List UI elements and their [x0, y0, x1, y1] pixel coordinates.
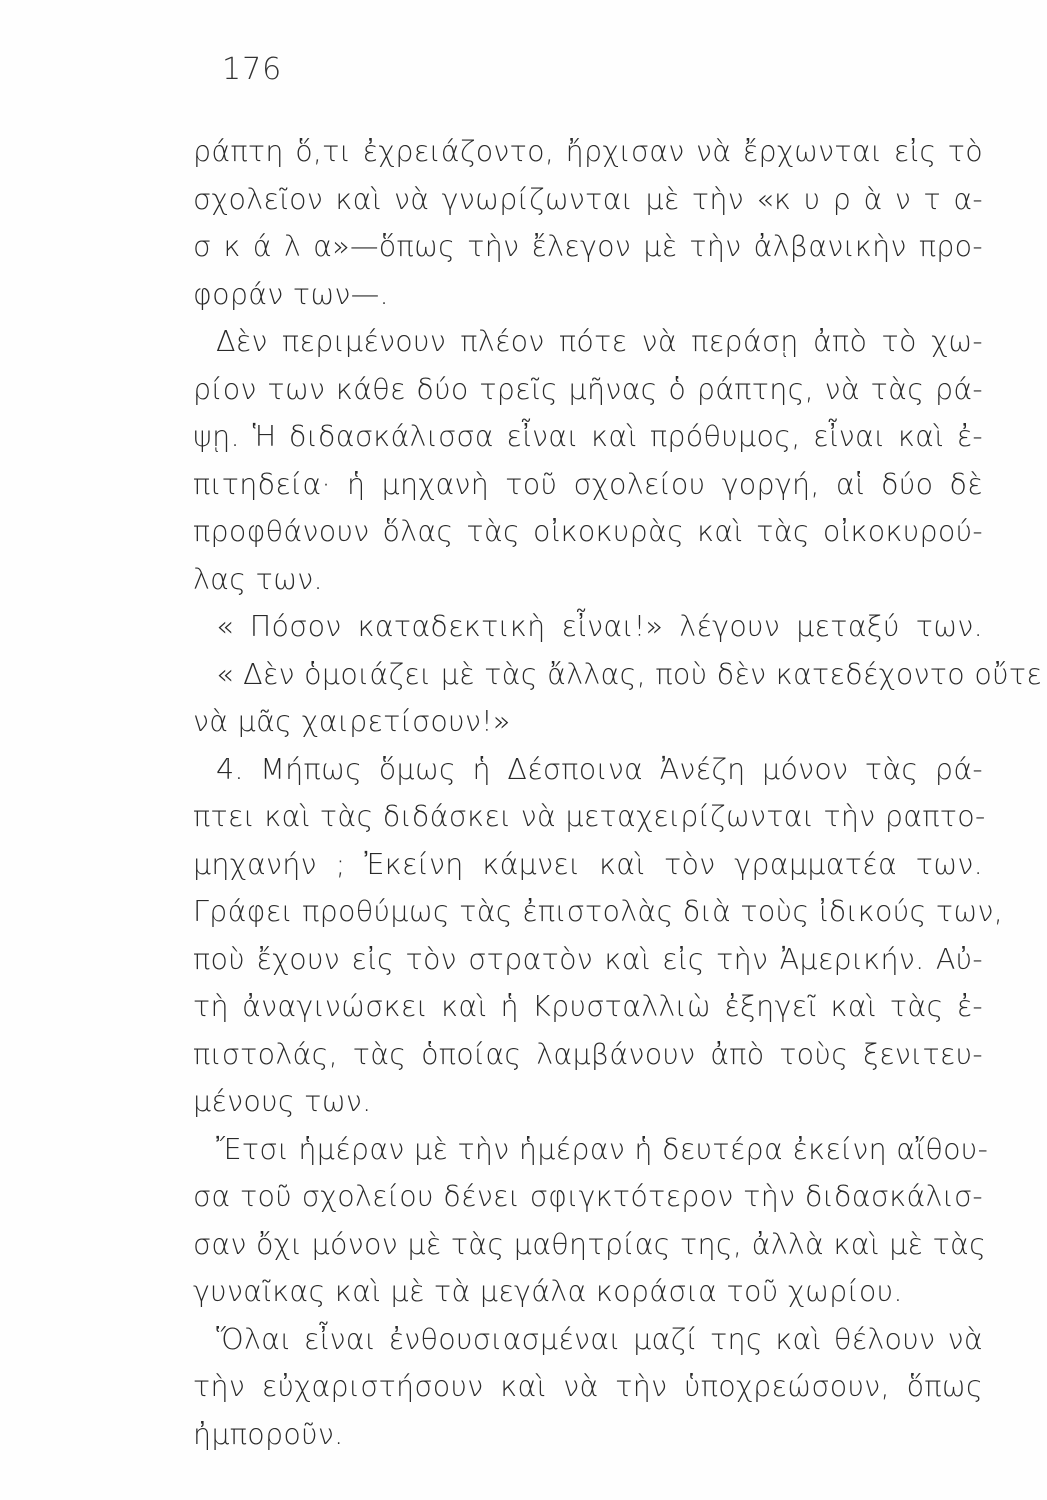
text-line: τὴ ἀναγινώσκει καὶ ἡ Κρυσταλλιὼ ἐξηγεῖ καὶ τὰς ἐ-: [193, 990, 983, 1023]
text-line: λας των.: [193, 562, 323, 596]
text-line: πτει καὶ τὰς διδάσκει νὰ μεταχειρίζωνται τὴν ραπτο-: [193, 800, 986, 833]
text-line: 4. Μήπως ὅμως ἡ Δέσποινα Ἀνέζη μόνον τὰς ρά-: [216, 752, 983, 786]
text-line: Γράφει προθύμως τὰς ἐπιστολὰς διὰ τοὺς ἰδικούς των,: [193, 895, 1004, 928]
text-line: μένους των.: [193, 1085, 372, 1118]
text-line: « Πόσον καταδεκτικὴ εἶναι!» λέγουν μεταξύ των.: [216, 610, 983, 643]
text-line: τὴν εὐχαριστήσουν καὶ νὰ τὴν ὑποχρεώσουν, ὅπως: [193, 1370, 983, 1403]
text-line: ρίον των κάθε δύο τρεῖς μῆνας ὁ ράπτης, νὰ τὰς ρά-: [193, 372, 983, 406]
text-line: Ἔτσι ἡμέραν μὲ τὴν ἡμέραν ἡ δευτέρα ἐκείνη αἴθου-: [216, 1132, 989, 1166]
text-line: ψῃ. Ἡ διδασκάλισσα εἶναι καὶ πρόθυμος, εἶναι καὶ ἐ-: [193, 420, 983, 453]
text-line: ποὺ ἔχουν εἰς τὸν στρατὸν καὶ εἰς τὴν Ἀμερικήν. Αὐ-: [193, 942, 983, 976]
text-line: σχολεῖον καὶ νὰ γνωρίζωνται μὲ τὴν «κ υ ρ ὰ ν τ α-: [193, 182, 983, 216]
text-line: γυναῖκας καὶ μὲ τὰ μεγάλα κοράσια τοῦ χωρίου.: [193, 1275, 903, 1308]
text-line: Ὅλαι εἶναι ἐνθουσιασμέναι μαζί της καὶ θέλουν νὰ: [216, 1322, 983, 1356]
text-line: σ κ ά λ α»—ὅπως τὴν ἔλεγον μὲ τὴν ἀλβανικὴν προ-: [193, 230, 983, 263]
text-line: Δὲν περιμένουν πλέον πότε νὰ περάσῃ ἀπὸ τὸ χω-: [216, 325, 983, 358]
text-line: φοράν των—.: [193, 277, 389, 311]
text-line: ἠμποροῦν.: [193, 1417, 344, 1451]
text-line: πιστολάς, τὰς ὁποίας λαμβάνουν ἀπὸ τοὺς ξενιτευ-: [193, 1037, 983, 1071]
text-line: ράπτη ὅ,τι ἐχρειάζοντο, ἤρχισαν νὰ ἔρχωνται εἰς τὸ: [193, 135, 983, 168]
text-line: σαν ὄχι μόνον μὲ τὰς μαθητρίας της, ἀλλὰ καὶ μὲ τὰς: [193, 1227, 987, 1261]
text-line: προφθάνουν ὅλας τὰς οἰκοκυρὰς καὶ τὰς οἰκοκυρού-: [193, 515, 983, 548]
page-number: 176: [222, 52, 283, 87]
text-line: « Δὲν ὁμοιάζει μὲ τὰς ἄλλας, ποὺ δὲν κατεδέχοντο οὔτε: [216, 657, 1043, 691]
text-line: πιτηδεία· ἡ μηχανὴ τοῦ σχολείου γοργή, αἱ δύο δὲ: [193, 467, 983, 501]
text-line: μηχανήν ; Ἐκείνη κάμνει καὶ τὸν γραμματέα των.: [193, 847, 983, 881]
text-line: νὰ μᾶς χαιρετίσουν!»: [193, 705, 511, 738]
text-line: σα τοῦ σχολείου δένει σφιγκτότερον τὴν διδασκάλισ-: [193, 1180, 983, 1213]
